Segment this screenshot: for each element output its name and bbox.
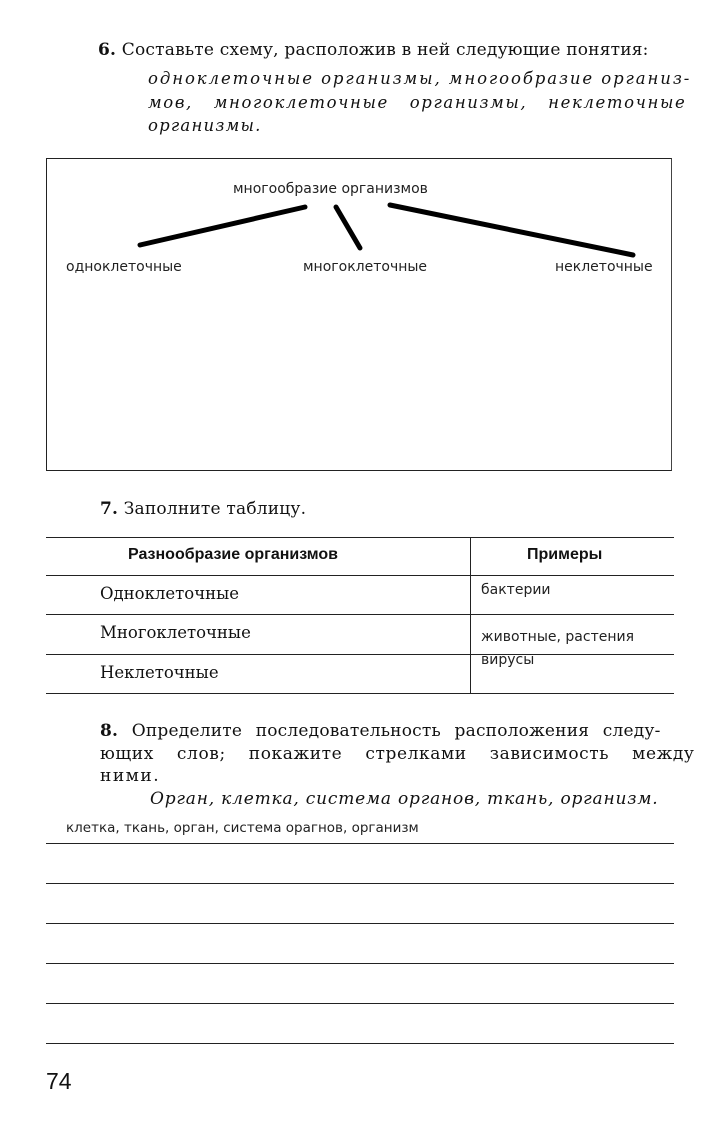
task8-prompt-line: Определите последовательность расположения следу- [131, 721, 661, 741]
diagram-root: многообразие организмов [233, 181, 428, 197]
task8-prompt-line: ними. [100, 766, 161, 786]
diagram-child: неклеточные [555, 259, 653, 275]
task8-words: Орган, клетка, система органов, ткань, организм. [150, 789, 659, 809]
table-cell-type: Неклеточные [100, 663, 219, 682]
table-cell-example: животные, растения [481, 629, 635, 645]
connector-line [140, 207, 305, 245]
task8-number: 8. [100, 721, 119, 741]
table-cell-example: вирусы [481, 652, 535, 668]
task6-terms-line: мов, многоклеточные организмы, неклеточные [148, 93, 687, 112]
task8-heading [100, 721, 661, 741]
table-header: Разнообразие организмов [128, 546, 338, 563]
task8-answer: клетка, ткань, орган, система орагнов, организм [66, 820, 419, 836]
task7-prompt: Заполните таблицу. [123, 499, 307, 519]
column-divider [470, 537, 471, 693]
task7-heading [100, 499, 306, 519]
page-number: 74 [46, 1068, 72, 1094]
table-cell-example: бактерии [481, 582, 551, 598]
connector-line [336, 207, 360, 248]
diagram-child: многоклеточные [303, 259, 428, 275]
table-cell-type: Многоклеточные [100, 623, 251, 642]
connector-line [390, 205, 633, 255]
diagram-connectors [0, 0, 720, 480]
task6-prompt: Составьте схему, расположив в ней следующие понятия: [121, 40, 649, 60]
table-header: Примеры [527, 546, 603, 563]
table-cell-type: Одноклеточные [100, 584, 240, 603]
diagram-child: одноклеточные [66, 259, 182, 275]
task6-number: 6. [98, 40, 117, 60]
task7-number: 7. [100, 499, 119, 519]
task8-prompt-line: ющих слов; покажите стрелками зависимость между [100, 744, 695, 764]
task6-terms-line: одноклеточные организмы, многообразие организ- [148, 69, 692, 88]
task6-terms-line: организмы. [148, 116, 262, 135]
